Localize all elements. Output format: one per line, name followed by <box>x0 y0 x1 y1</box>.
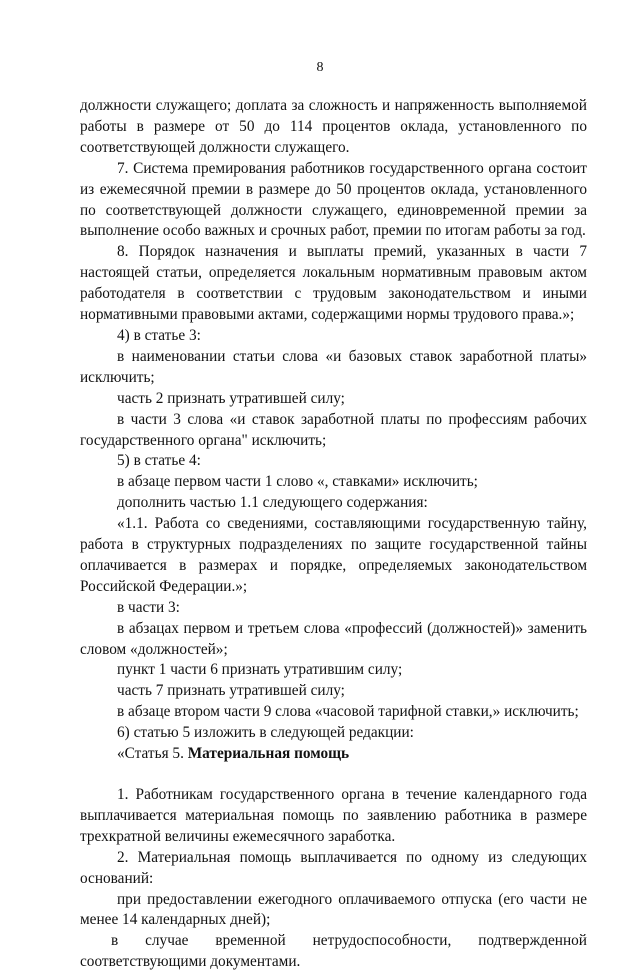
paragraph: должности служащего; доплата за сложность и напряженность выполняемой работы в размере от 50 до 114 процентов оклада, установленного по соответствующей должности служащего. <box>80 97 587 156</box>
article-heading <box>80 744 587 765</box>
paragraph: 6) статью 5 изложить в следующей редакции: <box>117 724 414 742</box>
paragraph: 2. Материальная помощь выплачивается по одному из следующих оснований: <box>80 848 587 887</box>
paragraph: пункт 1 части 6 признать утратившим силу; <box>117 661 403 679</box>
paragraph: 5) в статье 4: <box>117 452 201 470</box>
paragraph: дополнить частью 1.1 следующего содержания: <box>117 494 428 512</box>
paragraph: часть 7 признать утратившей силу; <box>117 682 345 700</box>
paragraph: 8. Порядок назначения и выплаты премий, указанных в части 7 настоящей статьи, определяется локальным нормативным правовым актом работодателя в соответствии с трудовым законодательством и иными нормативными правовыми актами, содержащими нормы трудового права.»; <box>80 243 587 324</box>
spacer <box>80 765 587 785</box>
paragraph: в части 3 слова «и ставок заработной платы по профессиям рабочих государственного органа" исключить; <box>80 410 587 449</box>
page-number: 8 <box>316 60 324 75</box>
paragraph: в абзаце втором части 9 слова «часовой тарифной ставки,» исключить; <box>117 703 579 721</box>
paragraph: при предоставлении ежегодного оплачиваемого отпуска (его части не менее 14 календарных дней); <box>80 890 587 929</box>
paragraph: в случае временной нетрудоспособности, подтвержденной соответствующими документами. <box>80 932 587 971</box>
paragraph: 1. Работникам государственного органа в течение календарного года выплачивается материальная помощь по заявлению работника в размере трехкратной величины ежемесячного заработка. <box>80 786 587 845</box>
article-prefix: «Статья 5. <box>117 745 188 763</box>
paragraph: в абзацах первом и третьем слова «профессий (должностей)» заменить словом «должностей»; <box>80 619 587 658</box>
paragraph: 7. Система премирования работников государственного органа состоит из ежемесячной премии в размере до 50 процентов оклада, установленного по соответствующей должности служащего, единовременной премии за выполнение особо важных и срочных работ, премии по итогам работы за год. <box>80 159 587 240</box>
paragraph: «1.1. Работа со сведениями, составляющими государственную тайну, работа в структурных подразделениях по защите государственной тайны оплачивается в размерах и порядке, определяемых законодательством Российской Федерации.»; <box>80 515 587 595</box>
document-body <box>80 96 587 973</box>
paragraph: часть 2 признать утратившей силу; <box>117 389 345 407</box>
article-title: Материальная помощь <box>187 745 350 763</box>
paragraph: в наименовании статьи слова «и базовых ставок заработной платы» исключить; <box>80 347 587 386</box>
paragraph: в части 3: <box>117 598 180 616</box>
paragraph: 4) в статье 3: <box>117 326 201 344</box>
paragraph: в абзаце первом части 1 слово «, ставками» исключить; <box>117 473 478 491</box>
